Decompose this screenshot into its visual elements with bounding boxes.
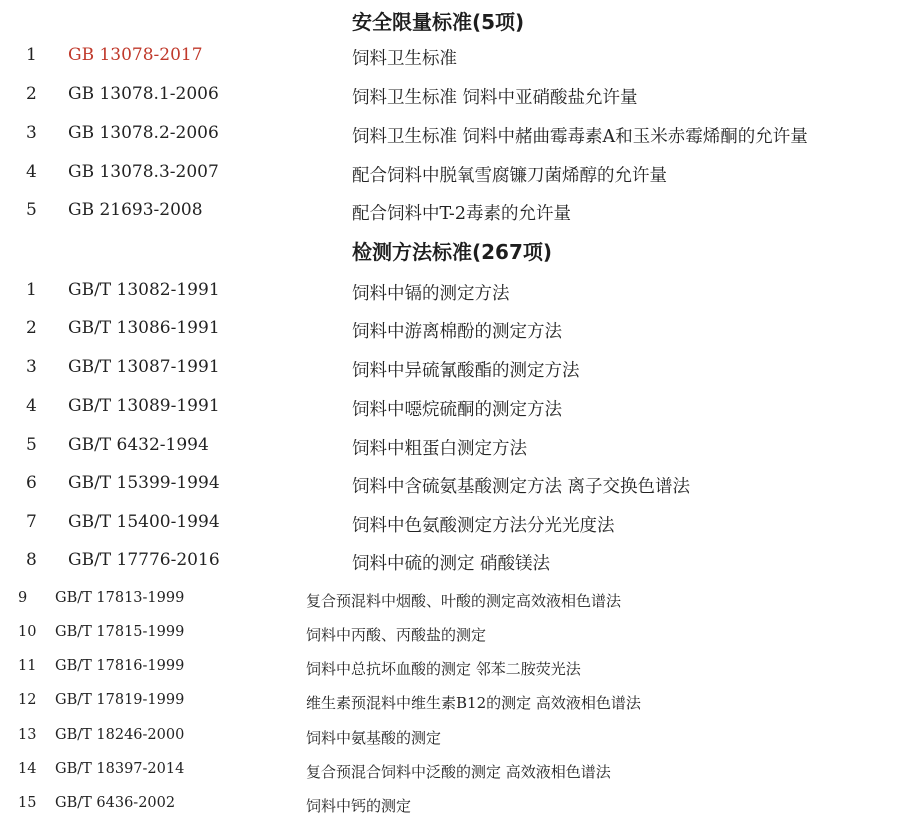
standard-code: GB/T 17819-1999 [55,692,185,708]
standard-code: GB/T 15399-1994 [68,473,220,493]
row-number: 14 [18,761,37,777]
standard-name: 饲料中氨基酸的测定 [306,729,442,747]
row-number: 1 [26,45,37,65]
standard-name: 饲料卫生标准 [352,49,457,69]
standard-name: 配合饲料中脱氧雪腐镰刀菌烯醇的允许量 [352,166,667,186]
table-row [0,318,910,348]
row-number: 2 [26,84,37,104]
table-row [0,473,910,503]
row-number: 4 [26,396,37,416]
table-row [0,761,910,791]
standard-name: 饲料中钙的测定 [306,797,412,815]
row-number: 11 [18,658,37,674]
table-row [0,435,910,465]
table-row [0,795,910,825]
row-number: 8 [26,550,37,570]
standard-name: 饲料中游离棉酚的测定方法 [352,322,562,342]
standard-name: 饲料中含硫氨基酸测定方法 离子交换色谱法 [352,477,691,497]
row-number: 12 [18,692,37,708]
section-title-safety-limits: 安全限量标准(5项) [352,10,525,34]
standard-name: 饲料中粗蛋白测定方法 [352,439,527,459]
standard-name: 饲料中异硫氰酸酯的测定方法 [352,361,580,381]
standard-name: 饲料中镉的测定方法 [352,284,510,304]
row-number: 5 [26,435,37,455]
row-number: 9 [18,590,28,606]
table-row [0,84,910,114]
standard-name: 饲料卫生标准 饲料中亚硝酸盐允许量 [352,88,638,108]
standard-name: 饲料中总抗坏血酸的测定 邻苯二胺荧光法 [306,660,581,678]
standard-name: 饲料中噁烷硫酮的测定方法 [352,400,562,420]
row-number: 10 [18,624,37,640]
row-number: 3 [26,357,37,377]
standard-code: GB 13078.2-2006 [68,123,219,143]
standard-code: GB/T 18246-2000 [55,727,185,743]
standard-code: GB/T 13082-1991 [68,280,220,300]
row-number: 7 [26,512,37,532]
standard-name: 饲料卫生标准 饲料中赭曲霉毒素A和玉米赤霉烯酮的允许量 [352,127,808,147]
table-row [0,200,910,230]
table-row [0,357,910,387]
row-number: 13 [18,727,37,743]
table-row [0,280,910,310]
row-number: 4 [26,162,37,182]
standard-name: 饲料中硫的测定 硝酸镁法 [352,554,551,574]
table-row [0,550,910,580]
row-number: 1 [26,280,37,300]
row-number: 6 [26,473,37,493]
table-row [0,45,910,75]
standard-code: GB/T 17776-2016 [68,550,220,570]
row-number: 15 [18,795,37,811]
table-row [0,512,910,542]
row-number: 3 [26,123,37,143]
table-row [0,727,910,757]
standard-code: GB/T 13087-1991 [68,357,220,377]
table-row [0,658,910,688]
table-row [0,123,910,153]
standard-code: GB/T 13086-1991 [68,318,220,338]
standard-name: 复合预混料中烟酸、叶酸的测定高效液相色谱法 [306,592,622,610]
table-row [0,624,910,654]
table-row [0,162,910,192]
standard-code: GB/T 6436-2002 [55,795,176,811]
standard-code: GB/T 18397-2014 [55,761,185,777]
row-number: 2 [26,318,37,338]
standard-code: GB/T 15400-1994 [68,512,220,532]
standard-code: GB 13078.3-2007 [68,162,219,182]
standard-code: GB/T 17816-1999 [55,658,185,674]
standard-code: GB/T 17815-1999 [55,624,185,640]
standard-code: GB 21693-2008 [68,200,203,220]
table-row [0,692,910,722]
row-number: 5 [26,200,37,220]
standard-name: 复合预混合饲料中泛酸的测定 高效液相色谱法 [306,763,611,781]
standard-name: 饲料中色氨酸测定方法分光光度法 [352,516,615,536]
standard-name: 维生素预混料中维生素B12的测定 高效液相色谱法 [306,694,641,712]
standard-code: GB 13078-2017 [68,45,203,65]
standard-code: GB/T 17813-1999 [55,590,185,606]
standard-name: 饲料中丙酸、丙酸盐的测定 [306,626,487,644]
standard-code: GB 13078.1-2006 [68,84,219,104]
standard-name: 配合饲料中T-2毒素的允许量 [352,204,571,224]
standard-code: GB/T 6432-1994 [68,435,209,455]
table-row [0,396,910,426]
standard-code: GB/T 13089-1991 [68,396,220,416]
section-title-test-methods: 检测方法标准(267项) [352,240,553,264]
table-row [0,590,910,620]
